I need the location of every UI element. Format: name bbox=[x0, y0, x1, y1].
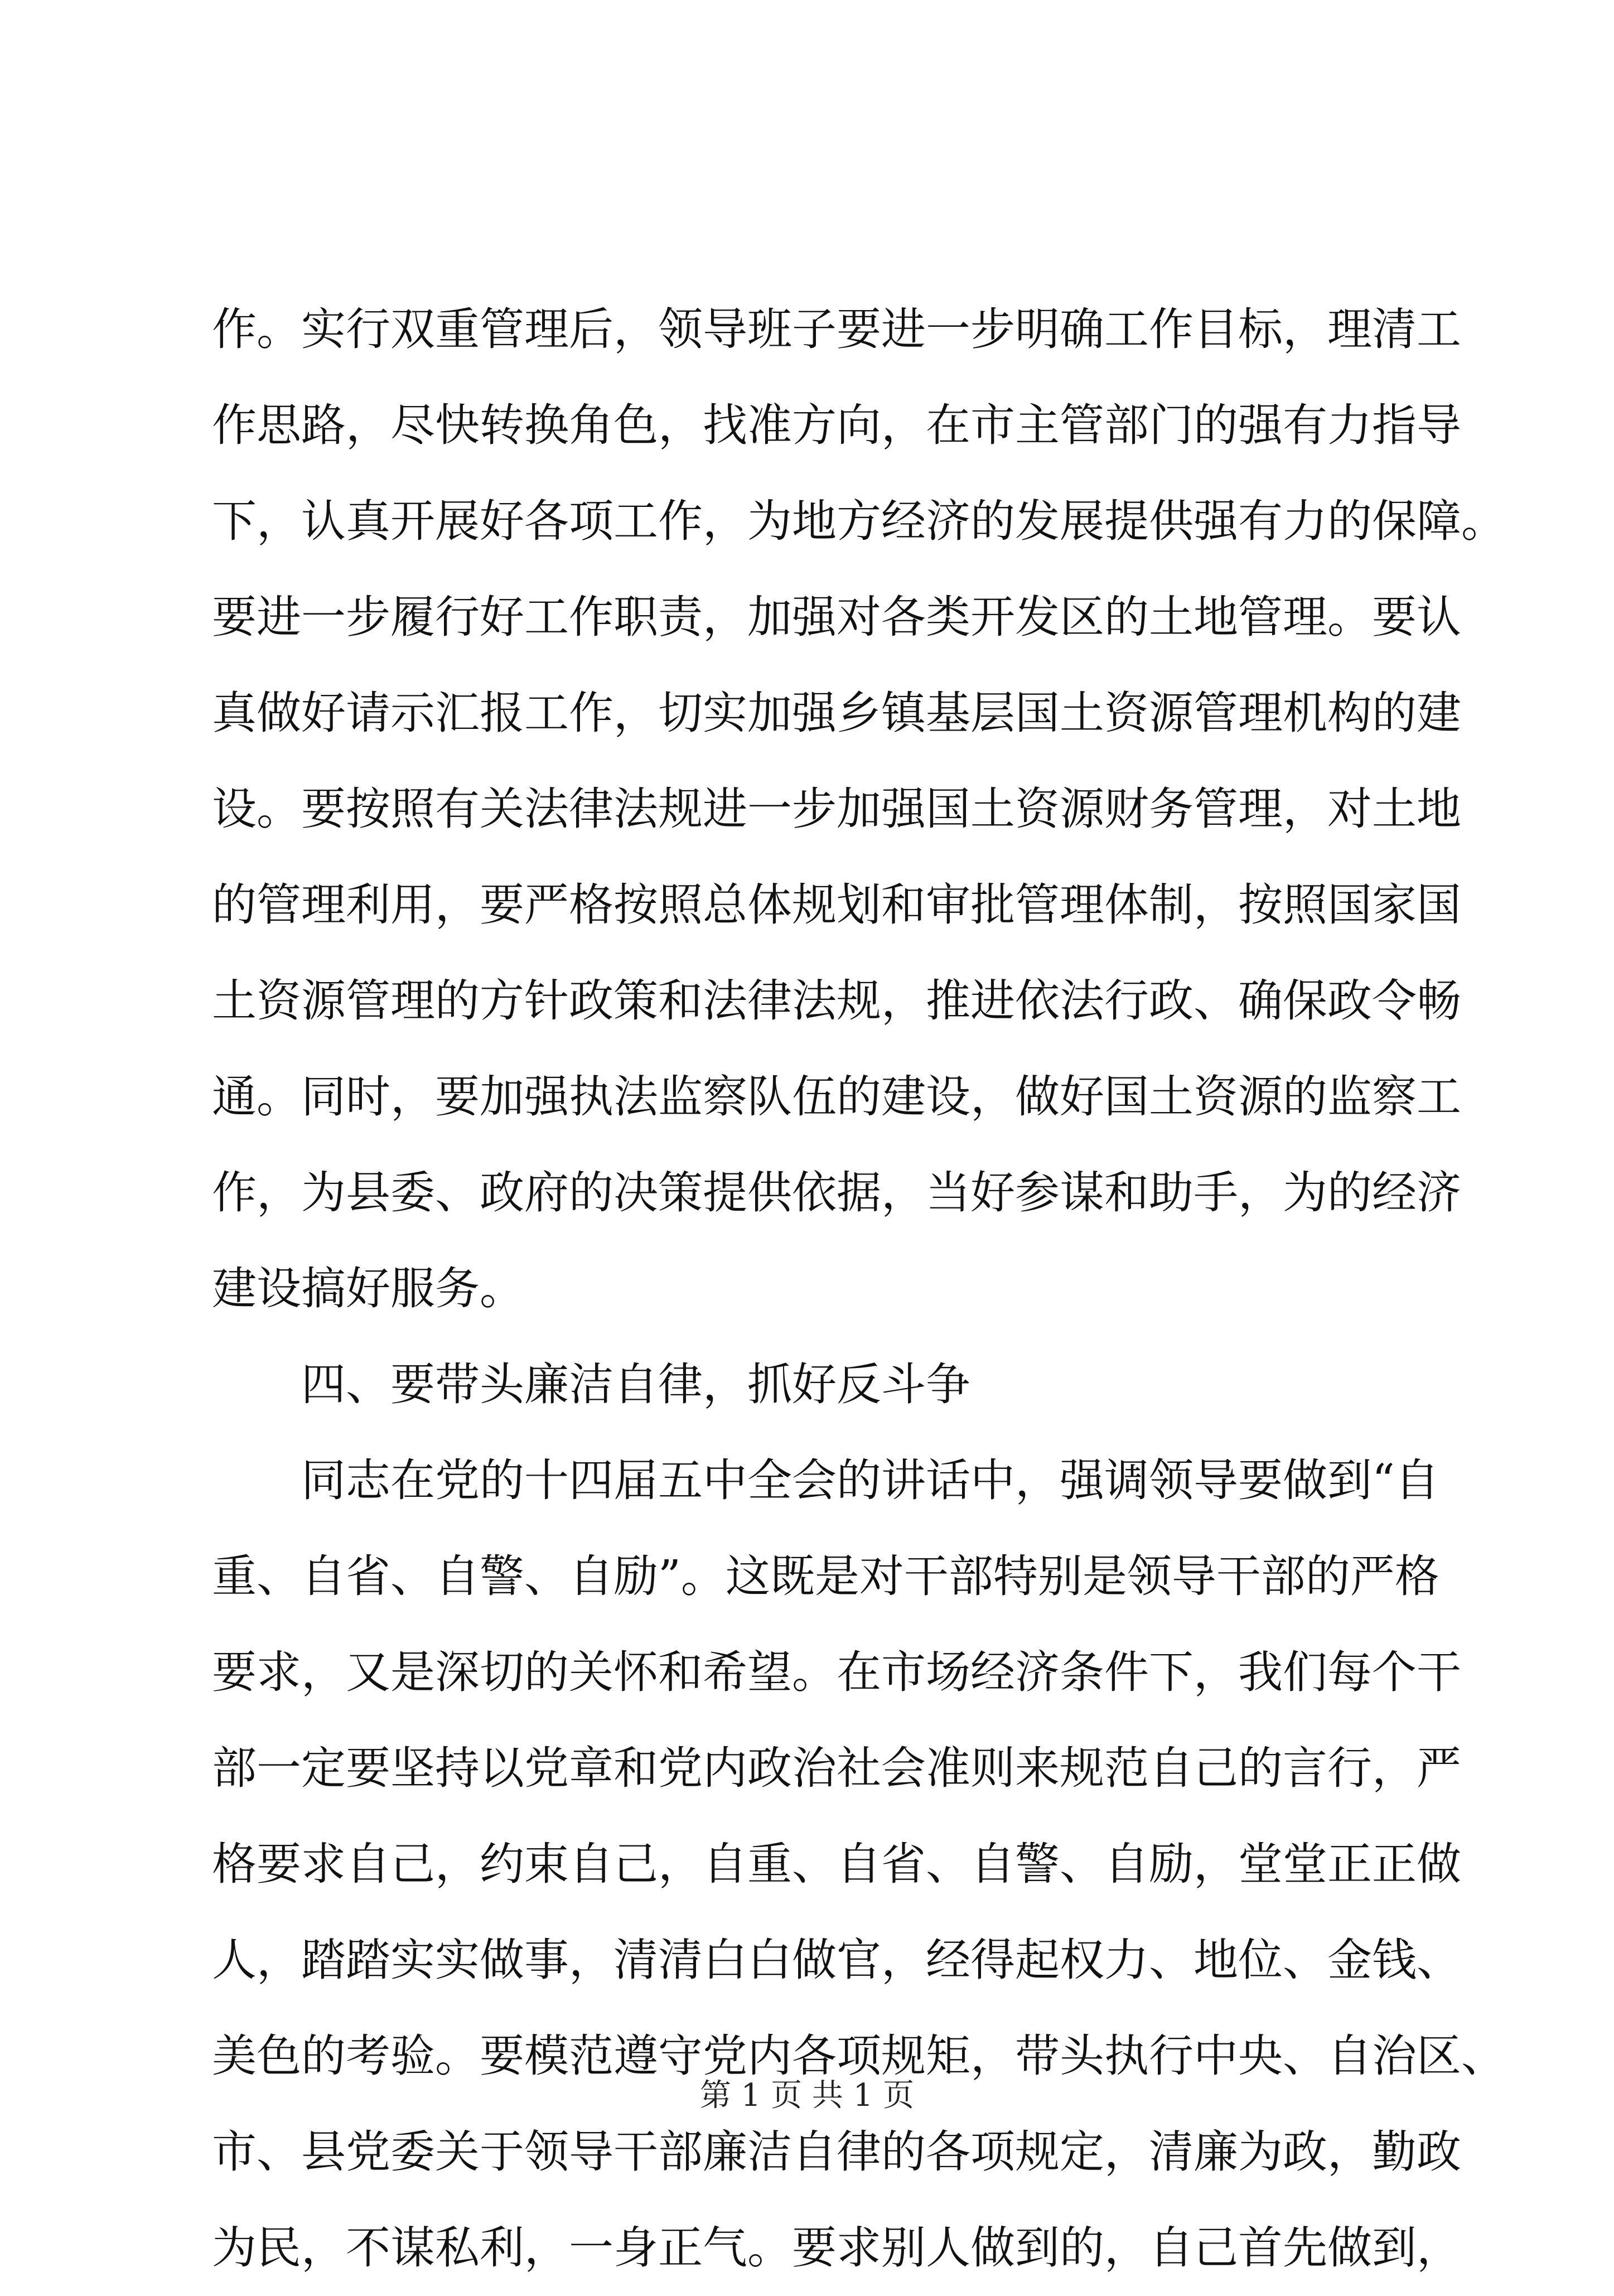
body-text-line: 人，踏踏实实做事，清清白白做官，经得起权力、地位、金钱、 bbox=[212, 1934, 1461, 1986]
body-text-line: 同志在党的十四届五中全会的讲话中，强调领导要做到“自 bbox=[301, 1454, 1439, 1506]
body-text-line: 的管理利用，要严格按照总体规划和审批管理体制，按照国家国 bbox=[212, 879, 1461, 931]
page-number-label: 第 1 页 共 1 页 bbox=[699, 2077, 915, 2114]
body-text-line: 下，认真开展好各项工作，为地方经济的发展提供强有力的保障。 bbox=[212, 495, 1506, 547]
body-text-line: 部一定要坚持以党章和党内政治社会准则来规范自己的言行，严 bbox=[212, 1742, 1461, 1794]
body-text-line: 格要求自己，约束自己，自重、自省、自警、自励，堂堂正正做 bbox=[212, 1838, 1461, 1890]
body-text-line: 美色的考验。要模范遵守党内各项规矩，带头执行中央、自治区、 bbox=[212, 2030, 1506, 2082]
body-text-line: 作思路，尽快转换角色，找准方向，在市主管部门的强有力指导 bbox=[212, 399, 1461, 451]
body-text-line: 建设搞好服务。 bbox=[212, 1263, 524, 1314]
body-text-line: 土资源管理的方针政策和法律法规，推进依法行政、确保政令畅 bbox=[212, 975, 1461, 1027]
body-text-line: 设。要按照有关法律法规进一步加强国土资源财务管理，对土地 bbox=[212, 783, 1461, 835]
document-body bbox=[212, 282, 1506, 2296]
body-text-line: 通。同时，要加强执法监察队伍的建设，做好国土资源的监察工 bbox=[212, 1071, 1461, 1123]
body-text-line: 重、自省、自警、自励”。这既是对干部特别是领导干部的严格 bbox=[212, 1550, 1439, 1602]
section-heading: 四、要带头廉洁自律，抓好反斗争 bbox=[301, 1359, 970, 1410]
body-text-line: 作，为县委、政府的决策提供依据，当好参谋和助手，为的经济 bbox=[212, 1167, 1461, 1219]
body-text-line: 真做好请示汇报工作，切实加强乡镇基层国土资源管理机构的建 bbox=[212, 687, 1461, 739]
body-text-line: 要求，又是深切的关怀和希望。在市场经济条件下，我们每个干 bbox=[212, 1646, 1461, 1698]
body-text-line: 为民，不谋私利，一身正气。要求别人做到的，自己首先做到， bbox=[212, 2222, 1461, 2274]
page-footer bbox=[0, 2073, 1614, 2118]
body-text-line: 市、县党委关于领导干部廉洁自律的各项规定，清廉为政，勤政 bbox=[212, 2126, 1461, 2178]
body-text-line: 要进一步履行好工作职责，加强对各类开发区的土地管理。要认 bbox=[212, 591, 1461, 643]
body-text-line: 作。实行双重管理后，领导班子要进一步明确工作目标，理清工 bbox=[212, 303, 1461, 355]
